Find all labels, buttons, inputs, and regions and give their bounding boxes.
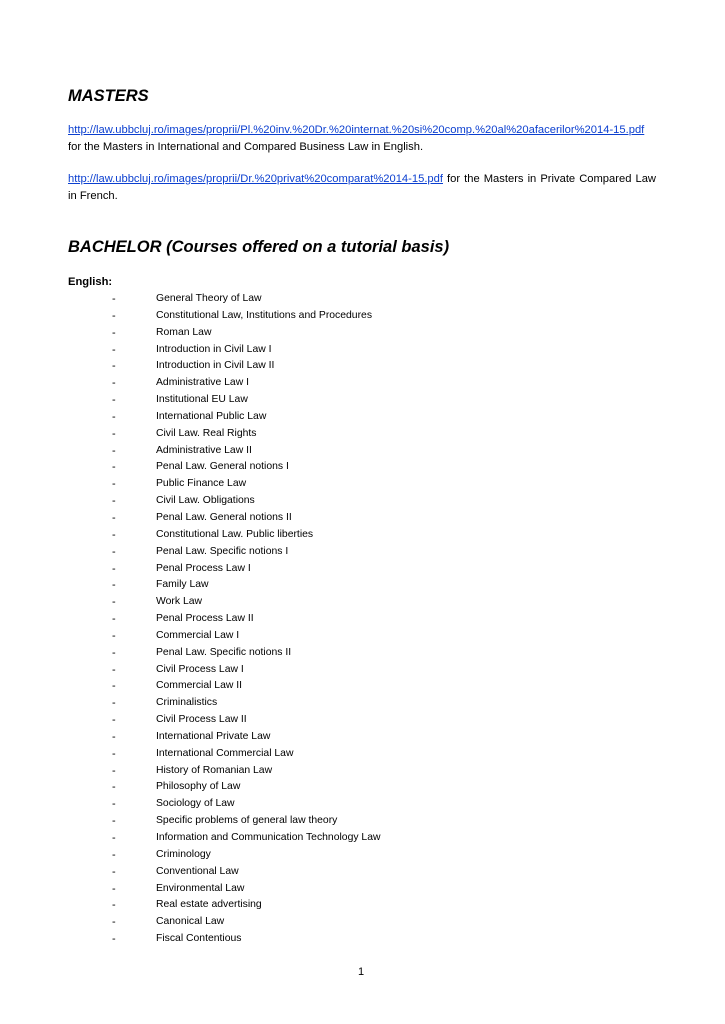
page-number: 1 [358, 966, 365, 978]
course-name: Family Law [156, 579, 209, 591]
bullet-dash: - [112, 865, 116, 878]
course-name: Canonical Law [156, 916, 225, 928]
course-name: History of Romanian Law [156, 764, 273, 776]
masters-entry-business-law [68, 122, 656, 155]
bachelor-heading: BACHELOR (Courses offered on a tutorial basis) [68, 238, 450, 256]
course-name: Penal Process Law I [156, 562, 251, 574]
bullet-dash: - [112, 394, 116, 407]
course-name: Environmental Law [156, 882, 245, 894]
course-name: Information and Communication Technology Law [156, 832, 381, 843]
bullet-dash: - [112, 781, 116, 794]
course-name: Civil Process Law II [156, 714, 247, 726]
bullet-dash: - [112, 293, 116, 305]
course-name: Public Finance Law [156, 478, 247, 490]
bullet-dash: - [112, 444, 116, 457]
bullet-dash: - [112, 798, 116, 811]
bullet-dash: - [112, 815, 116, 828]
bullet-dash: - [112, 882, 116, 895]
course-name: Real estate advertising [156, 899, 262, 911]
masters-private-law-description: for the Masters in Private Compared Law in French. [68, 173, 656, 202]
bullet-dash: - [112, 343, 116, 356]
bullet-dash: - [112, 764, 116, 777]
course-name: Roman Law [156, 326, 212, 338]
bullet-dash: - [112, 933, 116, 946]
bullet-dash: - [112, 326, 116, 339]
bullet-dash: - [112, 730, 116, 743]
bullet-dash: - [112, 511, 116, 524]
bullet-dash: - [112, 646, 116, 659]
bullet-dash: - [112, 545, 116, 558]
bullet-dash: - [112, 377, 116, 390]
course-name: Criminology [156, 848, 211, 860]
course-name: International Commercial Law [156, 747, 294, 759]
bullet-dash: - [112, 848, 116, 861]
bullet-dash: - [112, 579, 116, 592]
course-name: Administrative Law I [156, 377, 249, 389]
course-name: Commercial Law II [156, 680, 243, 692]
course-name: Penal Law. Specific notions II [156, 646, 292, 658]
language-label: English: [68, 276, 113, 288]
bullet-dash: - [112, 495, 116, 508]
bullet-dash: - [112, 629, 116, 642]
course-name: Penal Law. General notions I [156, 461, 289, 473]
bullet-dash: - [112, 714, 116, 727]
bullet-dash: - [112, 663, 116, 676]
course-name: Fiscal Contentious [156, 933, 242, 945]
course-name: Constitutional Law, Institutions and Procedures [156, 309, 373, 321]
course-name: Civil Process Law I [156, 663, 244, 675]
course-name: Institutional EU Law [156, 394, 248, 406]
bullet-dash: - [112, 427, 116, 440]
bullet-dash: - [112, 309, 116, 322]
bullet-dash: - [112, 461, 116, 474]
course-name: Sociology of Law [156, 798, 235, 810]
bullet-dash: - [112, 528, 116, 541]
course-name: Penal Process Law II [156, 613, 254, 625]
course-name: Conventional Law [156, 865, 239, 877]
masters-business-law-link[interactable]: http://law.ubbcluj.ro/images/proprii/Pl.%20inv.%20Dr.%20internat.%20si%20comp.%20al%20afacerilor%2014-15.pdf [68, 124, 645, 136]
bullet-dash: - [112, 562, 116, 575]
course-name: Work Law [156, 596, 203, 608]
course-name: Specific problems of general law theory [156, 815, 338, 827]
bullet-dash: - [112, 832, 116, 844]
bullet-dash: - [112, 360, 116, 373]
course-name: Civil Law. Real Rights [156, 427, 257, 439]
course-name: Penal Law. Specific notions I [156, 545, 289, 557]
bullet-dash: - [112, 916, 116, 929]
bullet-dash: - [112, 596, 116, 609]
course-name: Civil Law. Obligations [156, 495, 255, 507]
course-name: Philosophy of Law [156, 781, 241, 793]
course-name: Introduction in Civil Law II [156, 360, 275, 372]
course-name: International Public Law [156, 410, 267, 422]
masters-entry-private-law [68, 171, 656, 204]
course-name: International Private Law [156, 730, 271, 742]
masters-heading: MASTERS [68, 87, 149, 105]
masters-private-law-link[interactable]: http://law.ubbcluj.ro/images/proprii/Dr.%20privat%20comparat%2014-15.pdf [68, 173, 443, 185]
bullet-dash: - [112, 613, 116, 626]
bullet-dash: - [112, 410, 116, 423]
course-name: Commercial Law I [156, 629, 240, 641]
course-name: Criminalistics [156, 697, 218, 709]
course-name: Constitutional Law. Public liberties [156, 528, 314, 540]
course-name: General Theory of Law [156, 293, 262, 304]
course-name: Administrative Law II [156, 444, 252, 456]
course-name: Penal Law. General notions II [156, 511, 292, 523]
masters-business-law-description: for the Masters in International and Compared Business Law in English. [68, 140, 424, 153]
bullet-dash: - [112, 747, 116, 760]
course-name: Introduction in Civil Law I [156, 343, 272, 355]
bullet-dash: - [112, 697, 116, 710]
bullet-dash: - [112, 478, 116, 491]
bullet-dash: - [112, 899, 116, 912]
bullet-dash: - [112, 680, 116, 693]
